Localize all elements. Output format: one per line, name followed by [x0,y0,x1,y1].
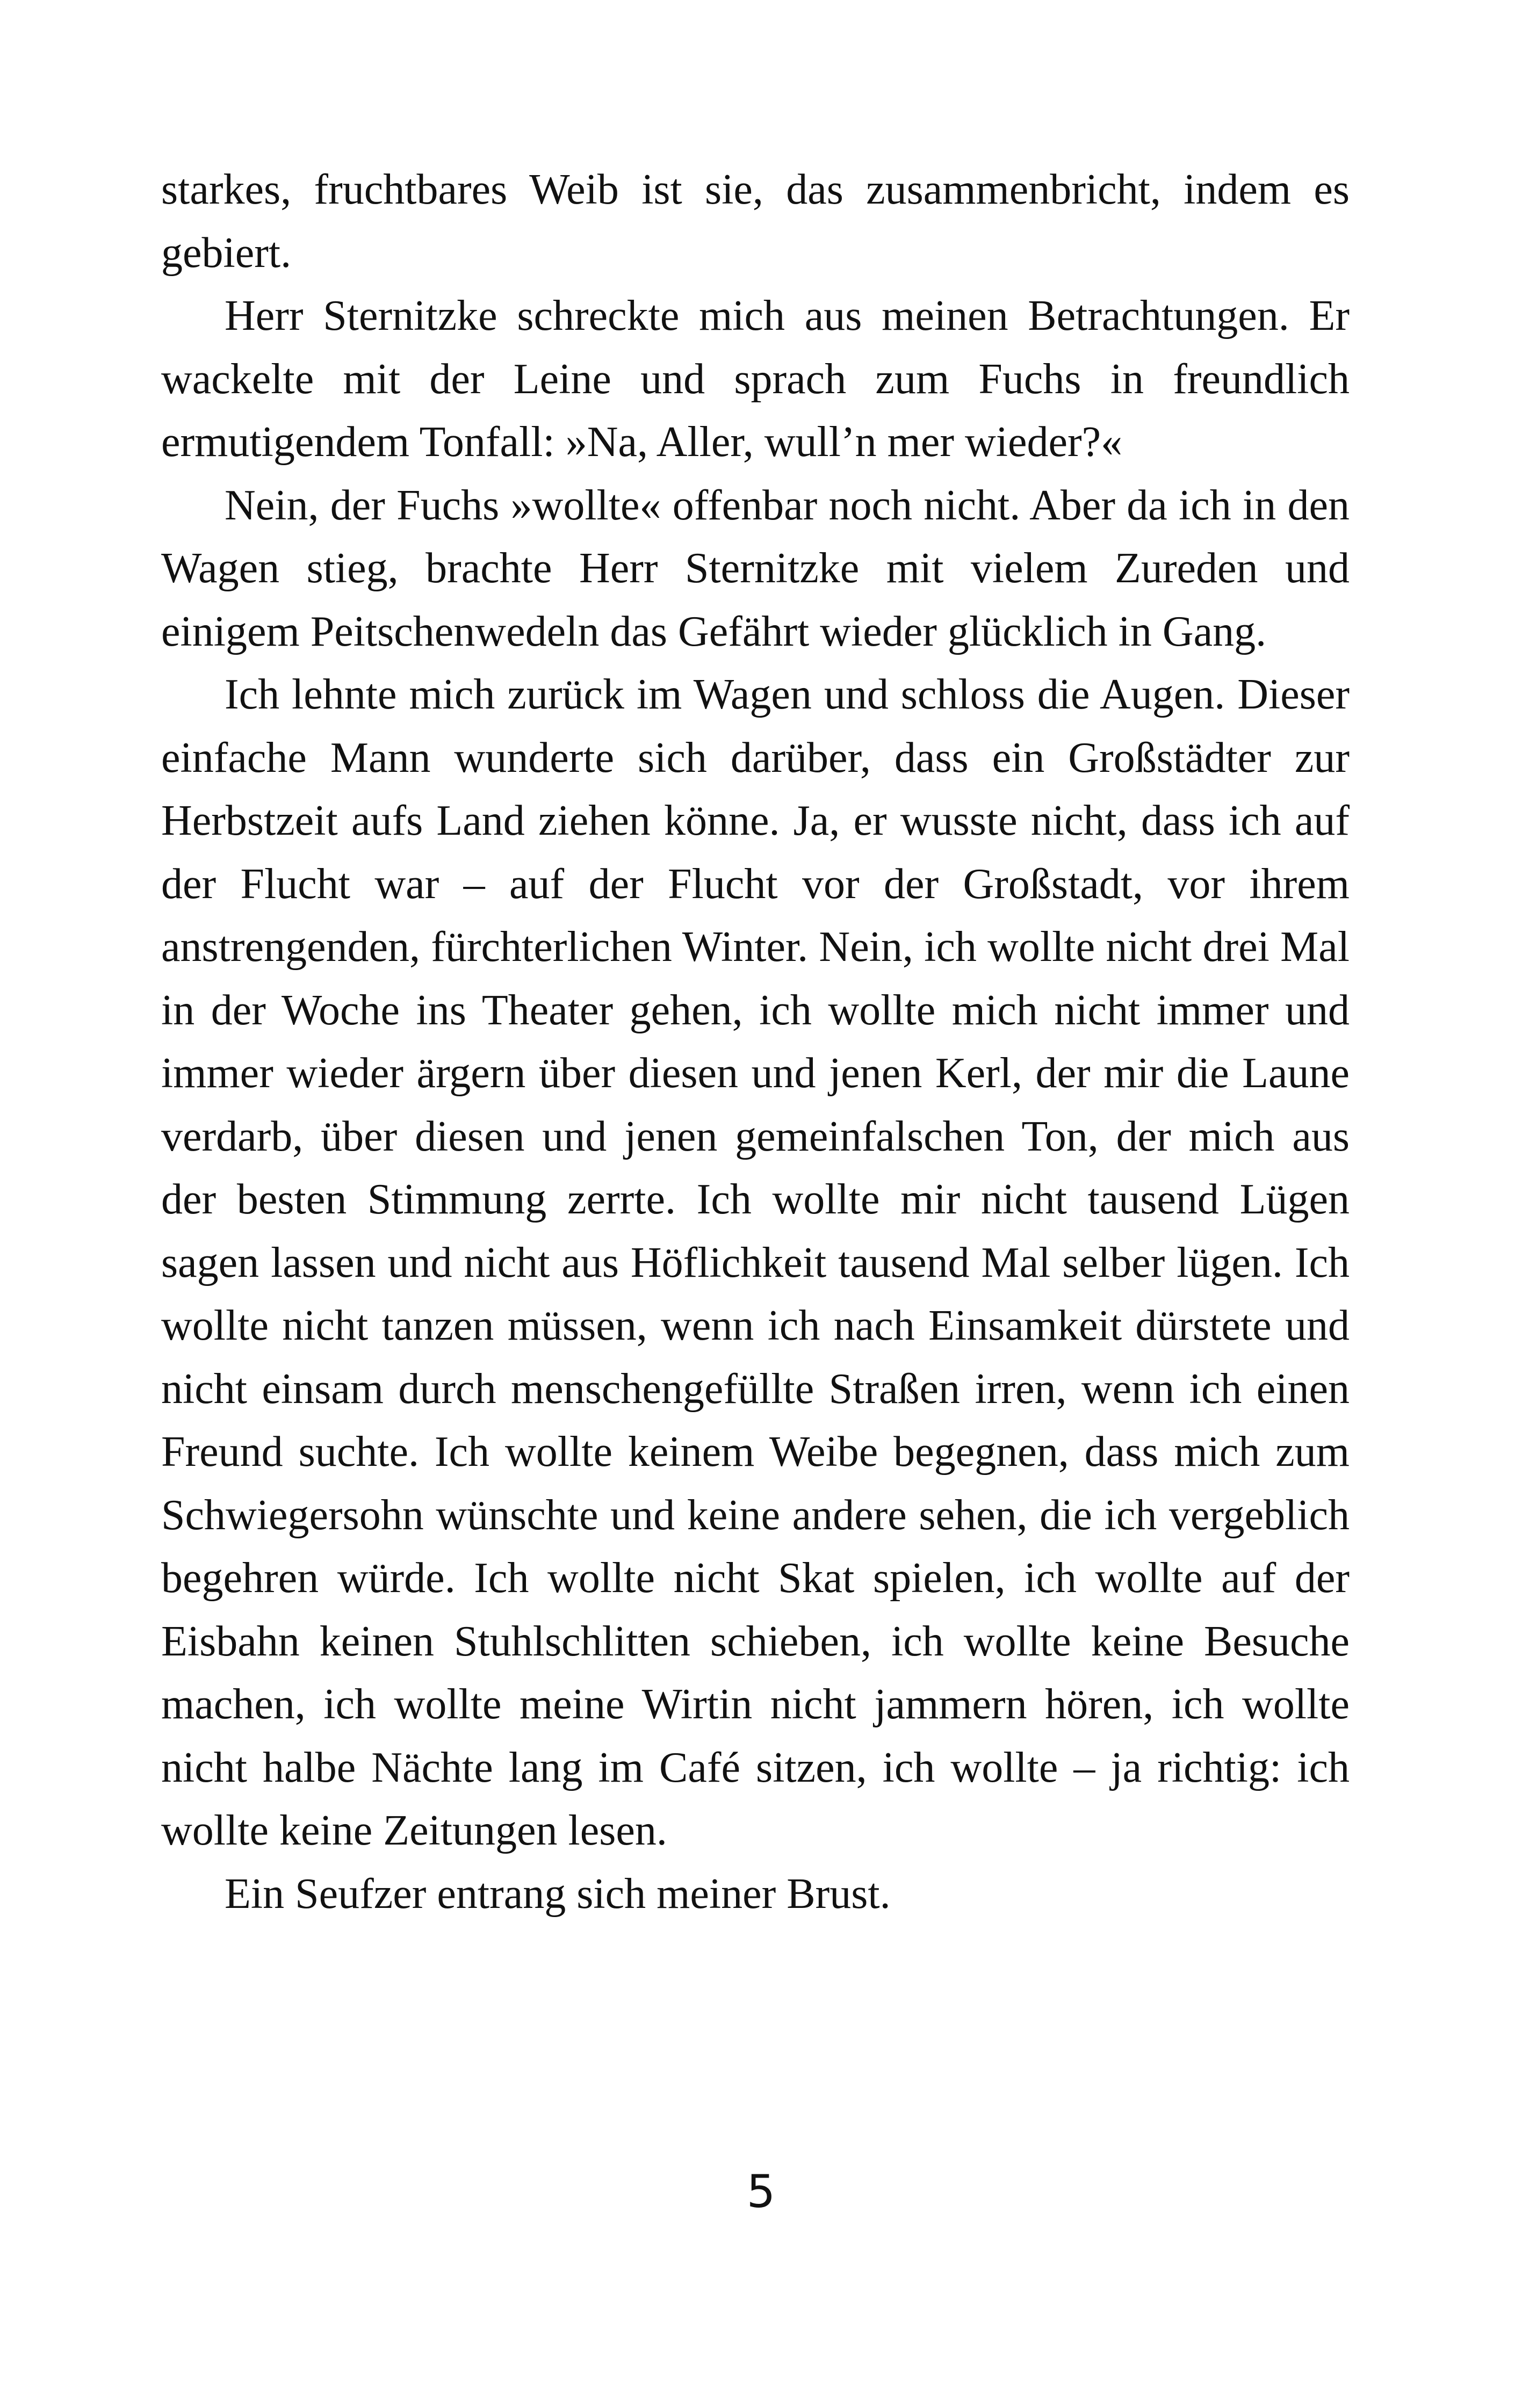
paragraph-5: Ein Seufzer entrang sich meiner Brust. [225,1870,891,1918]
body-text [161,158,1350,1926]
paragraph-1: starkes, fruchtbares Weib ist sie, das zusammenbricht, indem es gebiert. [161,166,1350,277]
page-number: 5 [746,2165,776,2218]
paragraph-2: Herr Sternitzke schreckte mich aus meinen Betrachtungen. Er wackelte mit der Leine und sprach zum Fuchs in freundlich ermutigendem Tonfall: »Na, Aller, wull’n mer wieder?« [161,292,1350,466]
paragraph-4: Ich lehnte mich zurück im Wagen und schloss die Augen. Dieser einfache Mann wunderte sich darüber, dass ein Großstädter zur Herbstzeit aufs Land ziehen könne. Ja, er wusste nicht, dass ich auf der Flucht war – auf der Flucht vor der Großstadt, vor ihrem anstrengenden, fürchterlichen Winter. Nein, ich wollte nicht drei Mal in der Woche ins Theater gehen, ich wollte mich nicht immer und immer wieder ärgern über diesen und jenen Kerl, der mir die Laune verdarb, über diesen und jenen gemeinfalschen Ton, der mich aus der besten Stimmung zerrte. Ich wollte mir nicht tausend Lügen sagen lassen und nicht aus Höflichkeit tausend Mal selber lügen. Ich wollte nicht tanzen müssen, wenn ich nach Einsamkeit dürstete und nicht einsam durch menschengefüllte Straßen irren, wenn ich einen Freund suchte. Ich wollte keinem Weibe begegnen, dass mich zum Schwiegersohn wünschte und keine andere sehen, die ich vergeblich begehren würde. Ich wollte nicht Skat spielen, ich wollte auf der Eisbahn keinen Stuhlschlitten schieben, ich wollte keine Besuche machen, ich wollte meine Wirtin nicht jammern hören, ich wollte nicht halbe Nächte lang im Café sitzen, ich wollte – ja richtig: ich wollte keine Zeitungen lesen. [161,671,1350,1854]
paragraph-3: Nein, der Fuchs »wollte« offenbar noch nicht. Aber da ich in den Wagen stieg, brachte Herr Sternitzke mit vielem Zureden und einigem Peitschenwedeln das Gefährt wieder glücklich in Gang. [161,481,1350,655]
